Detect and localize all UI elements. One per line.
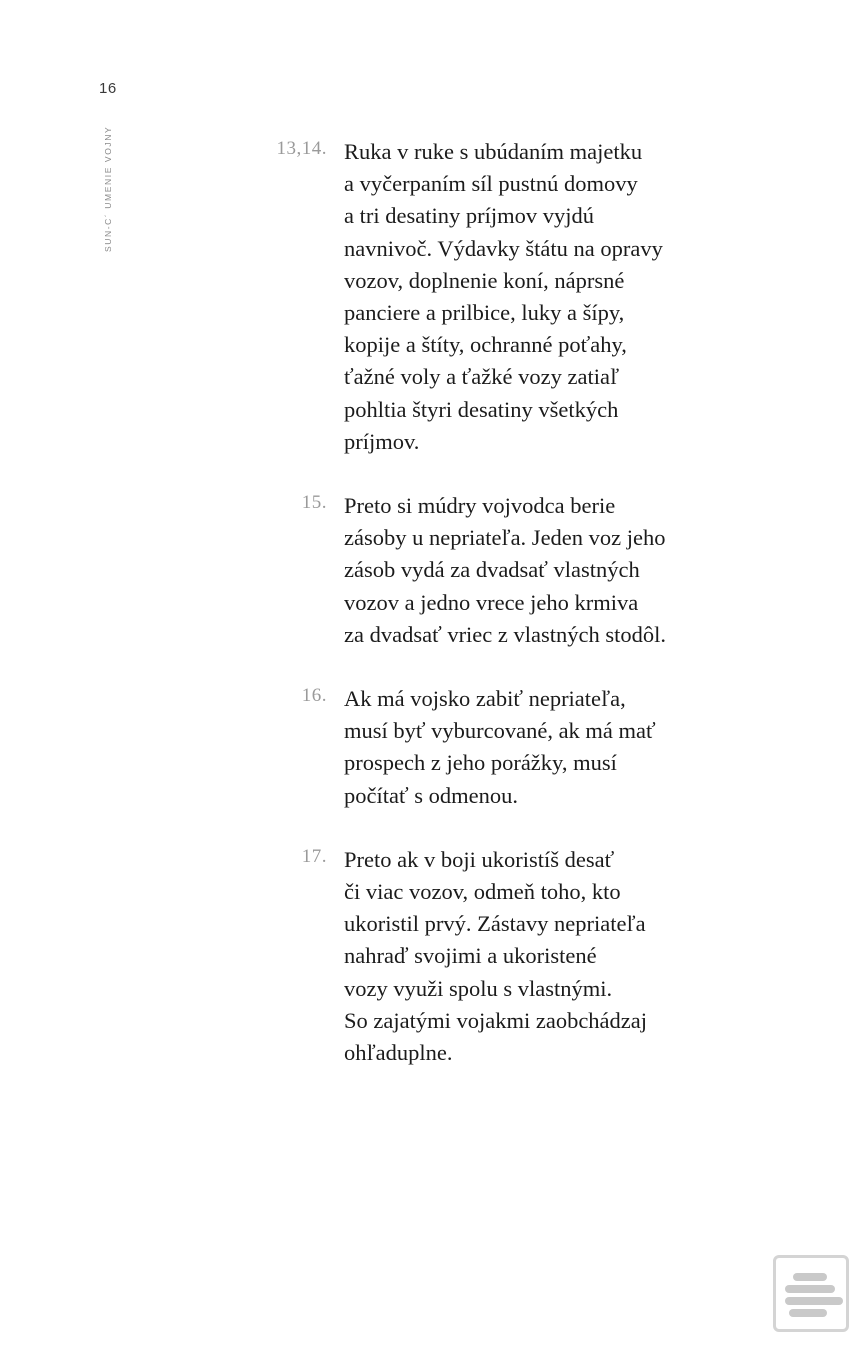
verse-number: 17. [301, 845, 327, 867]
verse-line: ťažné voly a ťažké vozy zatiaľ [344, 364, 620, 390]
verse-line: navnivoč. Výdavky štátu na opravy [344, 235, 663, 261]
verse-line: vozy využi spolu s vlastnými. [344, 975, 613, 1001]
verse-text [344, 844, 704, 1069]
verse-line: Ruka v ruke s ubúdaním majetku [344, 139, 643, 164]
verse-text [344, 683, 704, 812]
verse-line: príjmov. [344, 428, 420, 454]
running-head: SUN-C´ UMENIE VOJNY [103, 125, 113, 252]
verse-line: zásoby u nepriateľa. Jeden voz jeho [344, 525, 666, 551]
verse-16 [0, 683, 867, 812]
page-content [0, 136, 867, 1101]
verse-line: ukoristil prvý. Zástavy nepriateľa [344, 911, 646, 937]
verse-line: a tri desatiny príjmov vyjdú [344, 203, 594, 229]
verse-line: Preto ak v boji ukoristíš desať [344, 846, 615, 872]
table-of-contents-icon [776, 1258, 846, 1329]
verse-line: zásob vydá za dvadsať vlastných [344, 557, 640, 583]
table-of-contents-button[interactable] [773, 1255, 849, 1332]
verse-number: 13,14. [276, 138, 327, 159]
verse-line: počítať s odmenou. [344, 782, 518, 808]
verse-line: vozov, doplnenie koní, náprsné [344, 267, 625, 293]
verse-15 [0, 490, 867, 651]
page-number: 16 [99, 80, 117, 97]
verse-line: Ak má vojsko zabiť nepriateľa, [344, 686, 626, 712]
verse-line: ohľaduplne. [344, 1040, 453, 1066]
verse-line: a vyčerpaním síl pustnú domovy [344, 171, 638, 197]
verse-line: panciere a prilbice, luky a šípy, [344, 300, 625, 326]
verse-text [344, 136, 704, 458]
verse-line: So zajatými vojakmi zaobchádzaj [344, 1007, 648, 1033]
verse-13-14 [0, 136, 867, 458]
verse-number: 15. [301, 492, 327, 514]
verse-line: Preto si múdry vojvodca berie [344, 493, 616, 519]
verse-text [344, 490, 704, 651]
verse-line: vozov a jedno vrece jeho krmiva [344, 589, 639, 615]
verse-line: pohltia štyri desatiny všetkých [344, 396, 619, 422]
verse-line: za dvadsať vriec z vlastných stodôl. [344, 621, 667, 647]
verse-line: prospech z jeho porážky, musí [344, 750, 617, 776]
verse-number: 16. [301, 685, 327, 707]
verse-line: nahraď svojimi a ukoristené [344, 943, 597, 969]
verse-line: musí byť vyburcované, ak má mať [344, 718, 656, 744]
verse-17 [0, 844, 867, 1069]
verse-line: či viac vozov, odmeň toho, kto [344, 879, 621, 905]
verse-line: kopije a štíty, ochranné poťahy, [344, 332, 627, 358]
